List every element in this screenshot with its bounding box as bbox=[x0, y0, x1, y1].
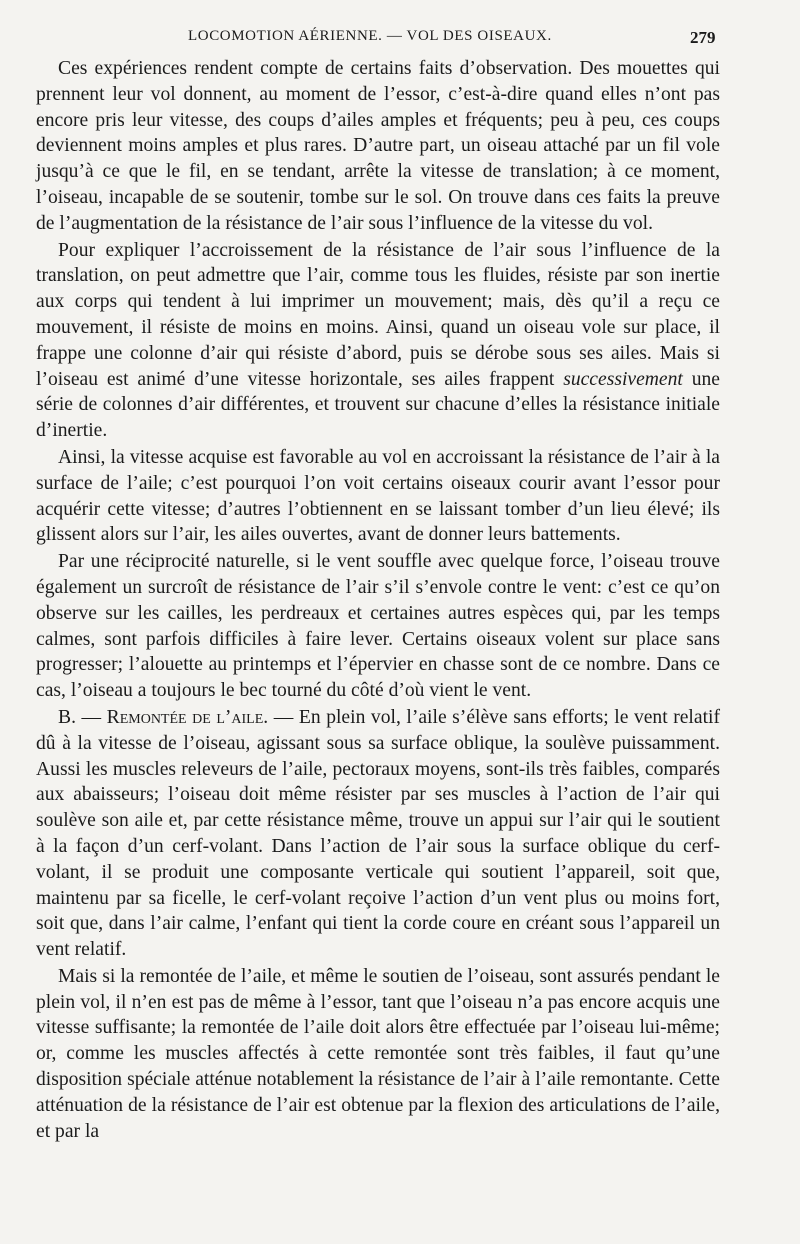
paragraph-2-end: une série de colonnes d’air différentes, et trouvent sur chacune d’elles la résistance initiale d’inertie. bbox=[36, 368, 720, 442]
paragraph-2 bbox=[36, 238, 720, 444]
paragraph-1: Ces expériences rendent compte de certains faits d’observation. Des mouettes qui prennent leur vol donnent, au moment de l’essor, c’est-à-dire quand elles n’ont pas encore pris leur vitesse, des coups d’ailes amples et fréquents; peu à peu, ces coups deviennent moins amples et plus rares. D’autre part, un oiseau attaché par un fil vole jusqu’à ce que le fil, en se tendant, arrête la vitesse de translation; à ce moment, l’oiseau, incapable de se soutenir, tombe sur le sol. On trouve dans ces faits la preuve de l’augmentation de la résistance de l’air sous l’influence de la vitesse du vol. bbox=[36, 58, 720, 234]
paragraph-2-emphasis: successivement bbox=[563, 368, 683, 390]
paragraph-3: Ainsi, la vitesse acquise est favorable au vol en accroissant la résistance de l’air à la surface de l’aile; c’est pourquoi l’on voit certains oiseaux courir avant l’essor pour acquérir cette vitesse; d’autres l’obtiennent en se laissant tomber d’un lieu élevé; ils glissent alors sur l’air, les ailes ouvertes, avant de donner leurs battements. bbox=[36, 446, 720, 546]
paragraph-5-text: — En plein vol, l’aile s’élève sans efforts; le vent relatif dû à la vitesse de l’oiseau, agissant sous sa surface oblique, la soulève puissamment. Aussi les muscles releveurs de l’aile, pectoraux moyens, sont-ils très faibles, comparés aux abaisseurs; l’oiseau doit même résister par ses muscles à l’action de l’air qui soulève son aile et, par cette résistance même, trouve un appui sur l’air qui le soutient à la façon d’un cerf-volant. Dans l’action de l’air sous la surface oblique du cerf-volant, il se produit une composante verticale qui soutient l’appareil, soit que, maintenu par sa ficelle, le cerf-volant reçoive l’action d’un vent plus ou moins fort, soit que, dans l’air calme, l’enfant qui tient la corde coure en créant sous l’appareil un vent relatif. bbox=[36, 706, 720, 961]
page-number: 279 bbox=[690, 28, 716, 47]
paragraph-4: Par une réciprocité naturelle, si le vent souffle avec quelque force, l’oiseau trouve également un surcroît de résistance de l’air s’il s’envole contre le vent: c’est ce qu’on observe sur les cailles, les perdreaux et certaines autres espèces qui, par les temps calmes, sont parfois difficiles à faire lever. Certains oiseaux volent sur place sans progresser; l’alouette au printemps et l’épervier en chasse sont de ce nombre. Dans ce cas, l’oiseau a toujours le bec tourné du côté d’où vient le vent. bbox=[36, 551, 720, 702]
page-header bbox=[0, 28, 800, 54]
body-text bbox=[36, 56, 720, 1144]
paragraph-6: Mais si la remontée de l’aile, et même le soutien de l’oiseau, sont assurés pendant le plein vol, il n’en est pas de même à l’essor, tant que l’oiseau n’a pas encore acquis une vitesse suffisante; la remontée de l’aile doit alors être effectuée par l’oiseau lui-même; or, comme les muscles affectés à cette remontée sont très faibles, il faut qu’une disposition spéciale atténue notablement la résistance de l’air à l’aile remontante. Cette atténuation de la résistance de l’air est obtenue par la flexion des articulations de l’aile, et par la bbox=[36, 965, 720, 1142]
paragraph-2-start: Pour expliquer l’accroissement de la résistance de l’air sous l’influence de la translation, on peut admettre que l’air, comme tous les fluides, résiste par son inertie aux corps qui tendent à lui imprimer un mouvement; mais, dès qu’il a reçu ce mouvement, il résiste de moins en moins. Ainsi, quand un oiseau vole sur place, il frappe une colonne d’air qui résiste d’abord, puis se dérobe sous ses ailes. Mais si l’oiseau est animé d’une vitesse horizontale, ses ailes frappent bbox=[36, 239, 720, 390]
section-label: B. — Remontée de l’aile. bbox=[58, 706, 269, 728]
running-title: LOCOMOTION AÉRIENNE. — VOL DES OISEAUX. bbox=[188, 28, 552, 44]
paragraph-5 bbox=[36, 705, 720, 963]
